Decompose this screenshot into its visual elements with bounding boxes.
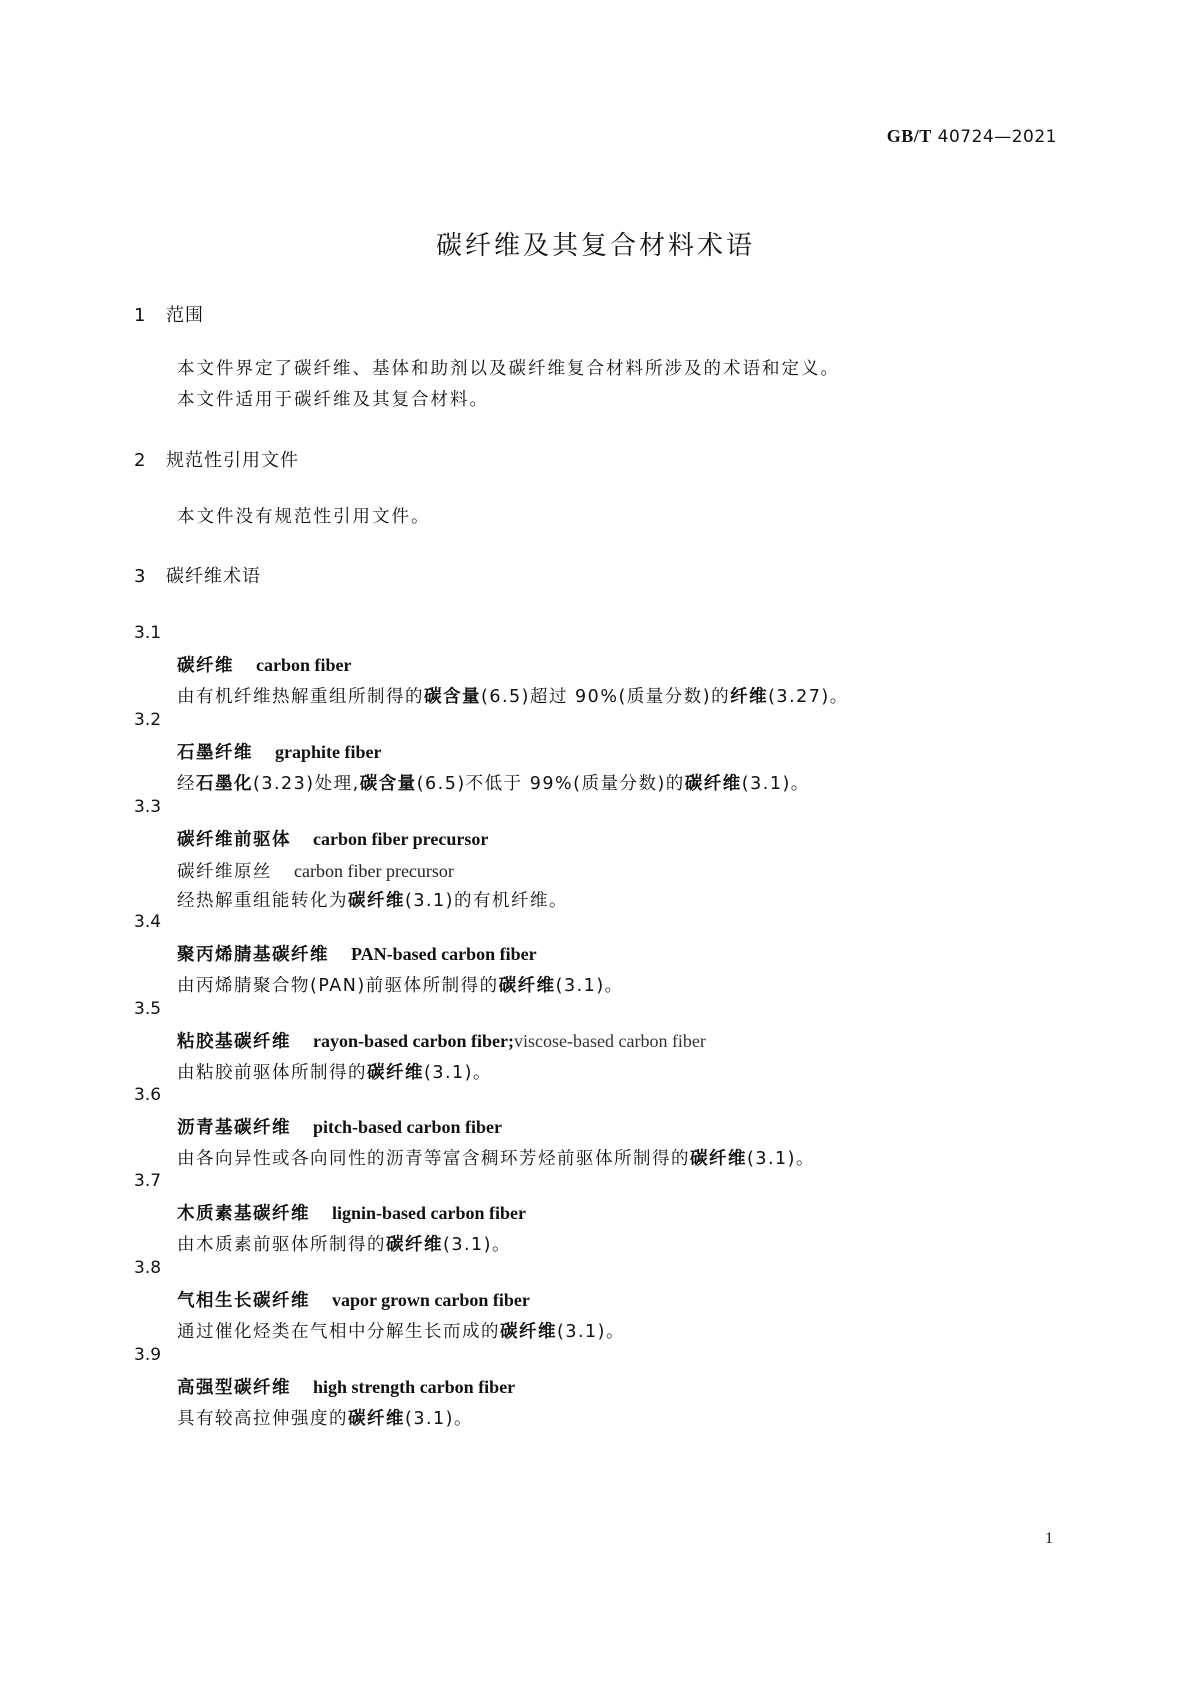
term-english: carbon fiber precursor: [313, 829, 489, 849]
document-title: 碳纤维及其复合材料术语: [435, 231, 755, 261]
def-term-ref: 碳纤维: [684, 774, 742, 794]
def-text: (3.1)。: [555, 976, 624, 996]
entry-number: 3.8: [134, 1258, 162, 1278]
def-term-ref: 石墨化: [196, 774, 253, 794]
term-english: rayon-based carbon fiber;: [313, 1031, 514, 1051]
synonym-english: carbon fiber precursor: [294, 861, 454, 881]
section-title: 碳纤维术语: [166, 566, 261, 587]
def-term-ref: 碳纤维: [348, 891, 405, 911]
term-chinese: 气相生长碳纤维: [177, 1291, 310, 1311]
def-text: (3.1)。: [424, 1063, 492, 1083]
section-heading-scope: [134, 301, 204, 327]
term-line: [134, 650, 1071, 682]
term-english: PAN-based carbon fiber: [351, 944, 537, 964]
def-text: 由有机纤维热解重组所制得的: [177, 687, 424, 707]
term-line: [134, 1198, 1071, 1230]
def-text: (6.5)超过 90%(质量分数)的: [481, 687, 731, 707]
def-text: 通过催化烃类在气相中分解生长而成的: [177, 1322, 500, 1342]
term-chinese: 碳纤维前驱体: [177, 830, 291, 850]
def-text: 由粘胶前驱体所制得的: [177, 1063, 367, 1083]
def-text: (3.1)。: [443, 1235, 511, 1255]
def-text: (3.1)的有机纤维。: [405, 891, 568, 911]
term-entry: [134, 705, 1071, 799]
term-chinese: 石墨纤维: [177, 743, 253, 763]
term-entry: [134, 1253, 1071, 1347]
page-number: 1: [1045, 1530, 1053, 1547]
entry-number: 3.2: [134, 710, 162, 730]
section-heading-normative-references: [134, 446, 299, 472]
def-text: (3.1)。: [405, 1409, 473, 1429]
synonym-line: [134, 856, 1071, 886]
entry-number: 3.3: [134, 797, 162, 817]
term-definition: [134, 1404, 1071, 1434]
def-text: (3.23)处理,: [253, 774, 360, 794]
def-text: 经热解重组能转化为: [177, 891, 348, 911]
term-entry: [134, 1166, 1071, 1260]
term-line: [134, 939, 1071, 971]
references-paragraph: 本文件没有规范性引用文件。: [177, 507, 431, 527]
def-text: (3.1)。: [557, 1322, 625, 1342]
entry-number: 3.4: [134, 912, 162, 932]
def-term-ref: 碳纤维: [498, 976, 556, 996]
term-chinese: 碳纤维: [177, 656, 234, 676]
entry-number: 3.5: [134, 999, 162, 1019]
def-text: 由木质素前驱体所制得的: [177, 1235, 386, 1255]
term-chinese: 高强型碳纤维: [177, 1378, 291, 1398]
term-line: [134, 1112, 1071, 1144]
def-text: (6.5)不低于 99%(质量分数)的: [416, 774, 685, 794]
section-heading-carbon-fiber-terms: [134, 562, 261, 588]
scope-paragraph-1: 本文件界定了碳纤维、基体和助剂以及碳纤维复合材料所涉及的术语和定义。: [177, 359, 840, 379]
term-line: [134, 737, 1071, 769]
term-line: [134, 1285, 1071, 1317]
def-term-ref: 碳纤维: [500, 1322, 557, 1342]
term-entry: [134, 792, 1071, 916]
def-text: 经: [177, 774, 196, 794]
section-number: 2: [134, 450, 147, 471]
term-english: high strength carbon fiber: [313, 1377, 516, 1397]
term-line: [134, 1372, 1071, 1404]
term-english: graphite fiber: [275, 742, 382, 762]
synonym-chinese: 碳纤维原丝: [177, 862, 272, 882]
term-english: carbon fiber: [256, 655, 352, 675]
term-entry: [134, 907, 1071, 1001]
def-term-ref: 碳纤维: [348, 1409, 405, 1429]
def-term-ref: 碳纤维: [386, 1235, 443, 1255]
entry-number: 3.7: [134, 1171, 162, 1191]
def-text: 由丙烯腈聚合物(PAN)前驱体所制得的: [177, 976, 499, 996]
def-term-ref: 纤维: [730, 687, 769, 707]
term-chinese: 沥青基碳纤维: [177, 1118, 291, 1138]
term-entry: [134, 1340, 1071, 1434]
def-text: 具有较高拉伸强度的: [177, 1409, 348, 1429]
section-number: 3: [134, 566, 147, 587]
section-title: 规范性引用文件: [166, 450, 299, 471]
def-text: 由各向异性或各向同性的沥青等富含稠环芳烃前驱体所制得的: [177, 1149, 690, 1169]
section-number: 1: [134, 305, 147, 326]
entry-number: 3.9: [134, 1345, 162, 1365]
standard-number: [887, 126, 1057, 147]
term-entry: [134, 618, 1071, 712]
entry-number: 3.1: [134, 623, 162, 643]
def-term-ref: 碳纤维: [690, 1149, 747, 1169]
def-term-ref: 碳含量: [359, 774, 417, 794]
term-chinese: 木质素基碳纤维: [177, 1204, 310, 1224]
def-term-ref: 碳含量: [424, 687, 481, 707]
term-line: [134, 824, 1071, 856]
def-term-ref: 碳纤维: [367, 1063, 424, 1083]
entry-number: 3.6: [134, 1085, 162, 1105]
def-text: (3.1)。: [747, 1149, 815, 1169]
term-entry: [134, 1080, 1071, 1174]
section-title: 范围: [166, 305, 204, 326]
term-english-alternate: viscose-based carbon fiber: [514, 1031, 706, 1051]
def-text: (3.27)。: [768, 687, 849, 707]
scope-paragraph-2: 本文件适用于碳纤维及其复合材料。: [177, 390, 489, 410]
term-line: [134, 1026, 1071, 1058]
term-english: pitch-based carbon fiber: [313, 1117, 502, 1137]
term-chinese: 粘胶基碳纤维: [177, 1032, 291, 1052]
def-text: (3.1)。: [741, 774, 810, 794]
term-chinese: 聚丙烯腈基碳纤维: [177, 945, 329, 965]
standard-prefix: GB/T: [886, 126, 932, 146]
term-entry: [134, 994, 1071, 1088]
term-english: vapor grown carbon fiber: [332, 1290, 530, 1310]
term-english: lignin-based carbon fiber: [332, 1203, 527, 1223]
standard-code: 40724—2021: [937, 127, 1057, 147]
